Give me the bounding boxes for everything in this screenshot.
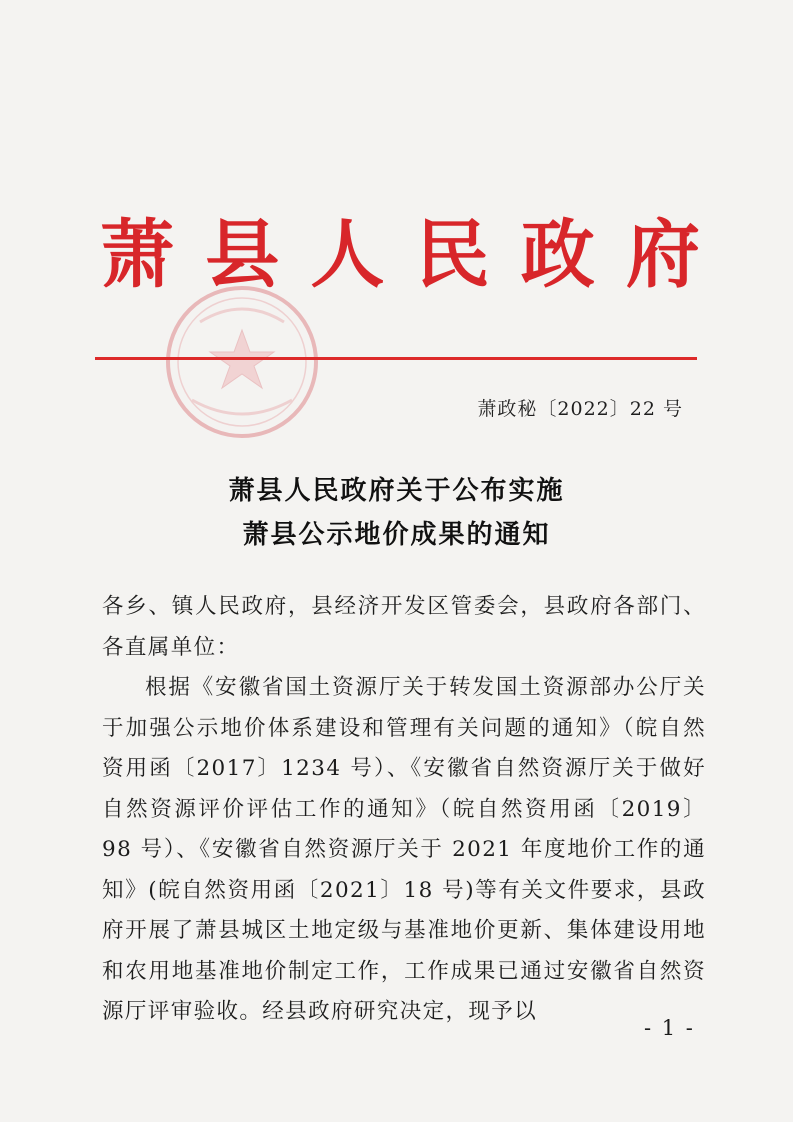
document-title-line-1: 萧县人民政府关于公布实施 [228,476,565,506]
issuer-char: 县 [205,212,280,298]
issuer-char: 人 [310,212,385,298]
header-divider [95,357,697,360]
page-number: - 1 - [644,1016,695,1040]
document-number: 萧政秘〔2022〕22 号 [477,398,683,420]
issuer-char: 政 [520,212,595,298]
document-title-line-2: 萧县公示地价成果的通知 [242,520,551,550]
document-body [102,587,706,1033]
issuer-char: 府 [625,212,700,298]
official-seal-icon [162,282,322,442]
issuer-char: 萧 [100,212,174,298]
body-paragraph: 根据《安徽省国土资源厅关于转发国土资源部办公厅关于加强公示地价体系建设和管理有关问题的通知》（皖自然资用函〔2017〕1234 号）、《安徽省自然资源厅关于做好自然资源评价评估工作的通知》（皖自然资用函〔2019〕98 号）、《安徽省自然资源厅关于 2021 年度地价工作的通知》(皖自然资用函〔2021〕18 号)等有关文件要求，县政府开展了萧县城区土地定级与基准地价更新、集体建设用地和农用地基准地价制定工作，工作成果已通过安徽省自然资源厅评审验收。经县政府研究决定，现予以 [102,675,706,1024]
salutation: 各乡、镇人民政府，县经济开发区管委会，县政府各部门、各直属单位： [102,594,706,660]
issuer-char: 民 [415,212,490,298]
